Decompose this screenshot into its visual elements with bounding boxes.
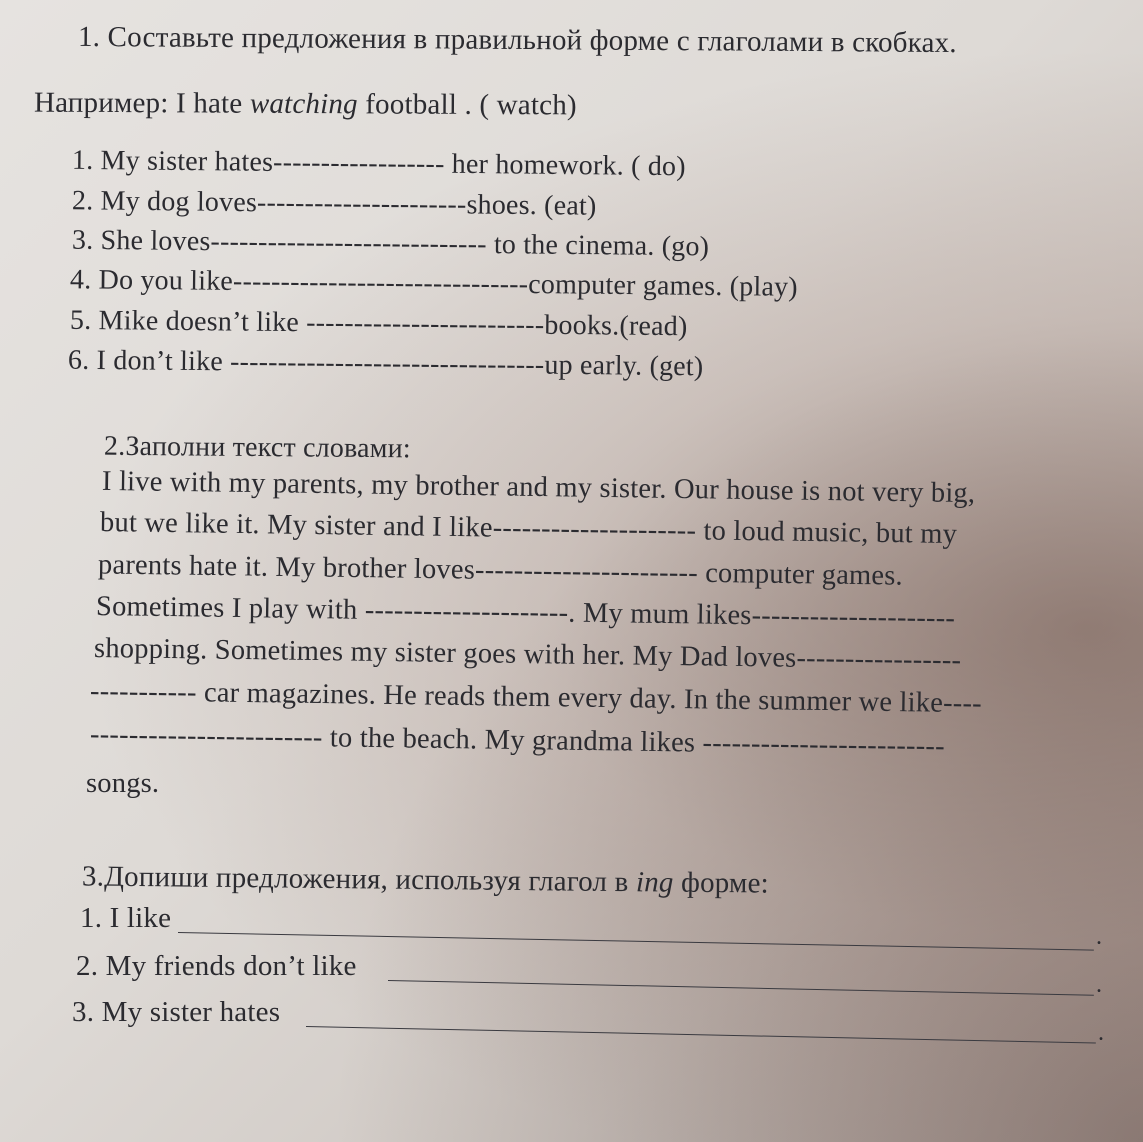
exercise1-item-1: 1. My sister hates------------------ her homework. ( do): [71, 144, 686, 183]
section3-title-before: 3.Допиши предложения, используя глагол в: [81, 860, 637, 899]
exercise1-item-2: 2. My dog loves----------------------shoes. (eat): [71, 185, 597, 222]
example-prefix: Например: I hate: [33, 86, 250, 120]
section2-text-line-6: ----------- car magazines. He reads them every day. In the summer we like----: [89, 675, 983, 720]
section2-text-line-2: but we like it. My sister and I like--------------------- to loud music, but my: [99, 507, 958, 550]
section2-text-line-8: songs.: [86, 768, 160, 799]
section2-text-line-5: shopping. Sometimes my sister goes with her. My Dad loves-----------------: [93, 632, 962, 677]
section3-title-ing: ing: [635, 866, 674, 899]
exercise1-item-6: 6. I don’t like ---------------------------------up early. (get): [67, 344, 704, 383]
example-verb: watching: [249, 87, 358, 121]
exercise3-item-2-label: 2. My friends don’t like: [76, 950, 357, 982]
example-sentence: [34, 87, 577, 123]
exercise3-item-2-answer-line[interactable]: [388, 980, 1094, 996]
section1-title: 1. Составьте предложения в правильной форме с глаголами в скобках.: [77, 20, 957, 60]
section3-title-after: форме:: [673, 866, 770, 900]
exercise3-item-1-period: .: [1096, 924, 1102, 950]
section2-text-line-3: parents hate it. My brother loves----------------------- computer games.: [97, 549, 904, 592]
exercise3-item-1-label: 1. I like: [80, 902, 172, 934]
exercise3-item-3-answer-line[interactable]: [306, 1026, 1096, 1044]
exercise3-item-1-answer-line[interactable]: [178, 932, 1094, 951]
exercise3-item-3-label: 3. My sister hates: [72, 996, 281, 1028]
example-suffix: football . ( watch): [357, 88, 577, 122]
section2-text-line-1: I live with my parents, my brother and my sister. Our house is not very big,: [101, 465, 976, 510]
exercise1-item-4: 4. Do you like-------------------------------computer games. (play): [69, 264, 798, 303]
exercise3-item-2-period: .: [1096, 972, 1102, 998]
exercise1-item-3: 3. She loves----------------------------- to the cinema. (go): [71, 224, 710, 263]
section3-title: [82, 860, 769, 900]
exercise3-item-3-period: .: [1098, 1020, 1104, 1046]
exercise1-item-5: 5. Mike doesn’t like -------------------------books.(read): [69, 304, 688, 343]
section2-text-line-7: ------------------------ to the beach. My grandma likes -------------------------: [89, 719, 945, 762]
section2-title: 2.Заполни текст словами:: [103, 430, 411, 465]
section2-text-line-4: Sometimes I play with ---------------------. My mum likes---------------------: [95, 591, 956, 634]
